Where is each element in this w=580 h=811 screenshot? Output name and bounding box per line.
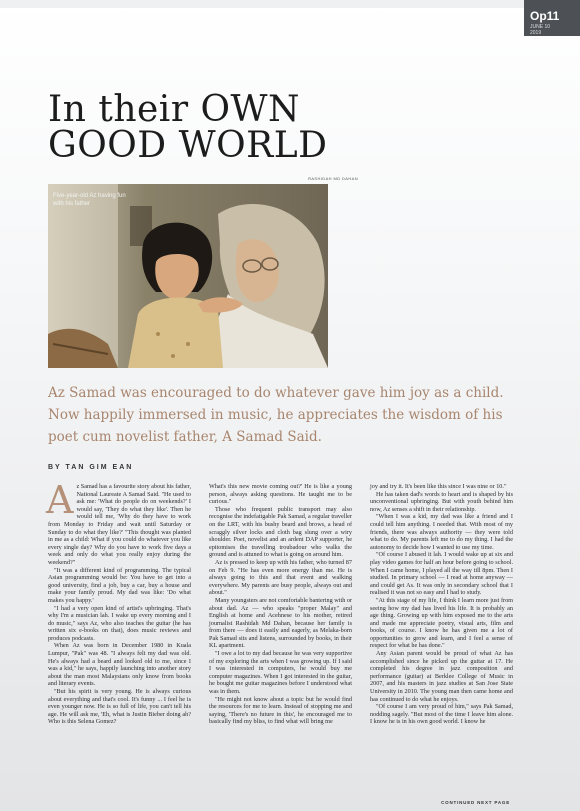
paragraph: When Az was born in December 1980 in Kuala Lumpur, "Pak" was 48. "I always felt my dad was old. He's always had a beard and looked old to me, since I was a kid," he says, happily launching into another story about the man most Malaysians only know from books and literary events. xyxy=(48,642,191,688)
paragraph: "It was a different kind of programming. The typical Asian programming would be: You have to get into a good university, find a job, buy a car, buy a house and make your family proud. My dad was like: 'Do what makes you happy.' xyxy=(48,566,191,604)
paragraph: He has taken dad's words to heart and is shaped by his unconventional upbringing. But with youth behind him now, Az senses a shift in their relationship. xyxy=(370,490,513,513)
headline-line-1: In their OWN xyxy=(48,89,300,130)
headline-line-2: GOOD WORLD xyxy=(48,125,328,166)
paragraph: "Of course I am very proud of him," says Pak Samad, nodding sagely. "But most of the time I leave him alone. I know he is in his own good world. I know he xyxy=(370,703,513,726)
photo-caption: Five-year-old Az having fun with his father xyxy=(53,193,126,207)
paragraph: Many youngsters are not comfortable bantering with or about dad. Az — who speaks "proper Malay" and English at home and Acehnese to his mother, retired journalist Rashidah Md Dahan, because her family is from there — does it easily and eagerly, as Melaka-born Pak Samad sits and listens, surrounded by books, in their KL apartment. xyxy=(209,596,352,650)
paragraph: Az is pressed to keep up with his father, who turned 87 on Feb 9. "He has even more energy than me. He is always going to this and that event and walking everywhere. My parents are busy people, always out and about." xyxy=(209,558,352,597)
section-label: Op11 xyxy=(530,9,560,23)
article-column-2 xyxy=(209,483,352,726)
article-column-1 xyxy=(46,478,191,726)
article-headline xyxy=(48,89,328,166)
paragraph: "When I was a kid, my dad was like a friend and I could tell him anything. I needed that. With most of my friends, there was always authority — they were told what to do. My parents left me to do my thing. I had the autonomy to decide how I wanted to use my time. xyxy=(370,513,513,551)
issue-date: JUNE 10 2019 xyxy=(530,24,551,36)
paragraph: joy and try it. It's been like this since I was nine or 10." xyxy=(370,483,507,490)
paragraph: "I had a very open kind of artist's upbringing. That's why I'm a musician lah. I wake up every morning and I do music," says Az, who also teaches the guitar (he has written six e-books on that), does music reviews and produces podcasts. xyxy=(48,604,191,642)
drop-cap: A xyxy=(46,478,74,522)
paragraph: Any Asian parent would be proud of what Az has accomplished since he picked up the guitar at 17. He completed his degree in jazz composition and performance (guitar) at Berklee College of Music in 2007, and his masters in jazz studies at San Jose State University in 2010. The young man then came home and has continued to do what he enjoys. xyxy=(370,650,513,703)
paragraph: Az Samad has a favourite story about his father, National Laureate A Samad Said. "He used to ask me: 'What do people do on weekends?' I would say, 'They do what they like'. Then he would tell me, 'Why do they have to work from Monday to Friday and wait until Saturday or Sunday to do what they like?' "This thought was planted in me as a child: What if you could do whatever you like every single day? Why do you have to work five days a week and only do what you really enjoy during the weekend?" xyxy=(46,478,191,566)
paragraph: "I owe a lot to my dad because he was very supportive of my exploring the arts when I was growing up. If I said I was interested in computers, he would buy me computer magazines. When I got interested in the guitar, he bought me guitar magazines before I understood what was in them. xyxy=(209,650,352,696)
article-body xyxy=(46,478,518,783)
paragraph: Those who frequent public transport may also recognise the indefatigable Pak Samad, a regular traveller on the LRT, with his bushy beard and brows, a head of scraggly silver locks and cloth bag slung over a wiry shoulder. Poet, novelist and an ardent DAP supporter, he epitomises the travelling troubadour who walks the ground and is attuned to what is going on around him. xyxy=(209,505,352,559)
section-tab xyxy=(524,0,580,36)
standfirst: Az Samad was encouraged to do whatever gave him joy as a child. Now happily immersed in music, he appreciates the wisdom of his poet cum novelist father, A Samad Said. xyxy=(48,385,504,445)
top-strip xyxy=(0,0,525,8)
photo-illustration xyxy=(48,184,328,368)
paragraph: What's this new movie coming out?' He is like a young person, always asking questions. He taught me to be curious." xyxy=(209,483,352,506)
paragraph: "Of course I abused it lah. I would wake up at six and play video games for half an hour before going to school. When I came home, I played all the way till 8pm. Then I studied. In primary school — I read at home anyway — and could get As. It was only in secondary school that I realised it was not so easy and I had to study. xyxy=(370,551,513,597)
paragraph: "He might not know about a topic but he would find the resources for me to learn. Instead of stopping me and saying, 'There's no future in this', he encouraged me to basically find my bliss, to find what will bring me xyxy=(209,695,352,726)
paragraph: "But his spirit is very young. He is always curious about everything and that's cool. It's funny ... I feel he is even younger now. He is so full of life, you can't tell his age. He will ask me, 'Eh, what is Justin Bieber doing ah? Who is this Selena Gomez? xyxy=(48,688,191,726)
byline: BY TAN GIM EAN xyxy=(48,464,134,471)
paragraph: "At this stage of my life, I think I learn more just from seeing how my dad has lived his life. It is probably an age thing. Growing up with him exposed me to the arts and made me appreciate poetry, visual arts, film and books, of course. I know he has given me a lot of opportunities to grow and learn, and I feel a sense of respect for what he has done." xyxy=(370,596,513,650)
article-column-3 xyxy=(370,483,513,726)
continued-next-page: CONTINUED NEXT PAGE xyxy=(441,800,510,805)
feature-photo xyxy=(48,184,328,368)
photo-credit: RASHIDAH MD DAHAN xyxy=(308,176,358,181)
